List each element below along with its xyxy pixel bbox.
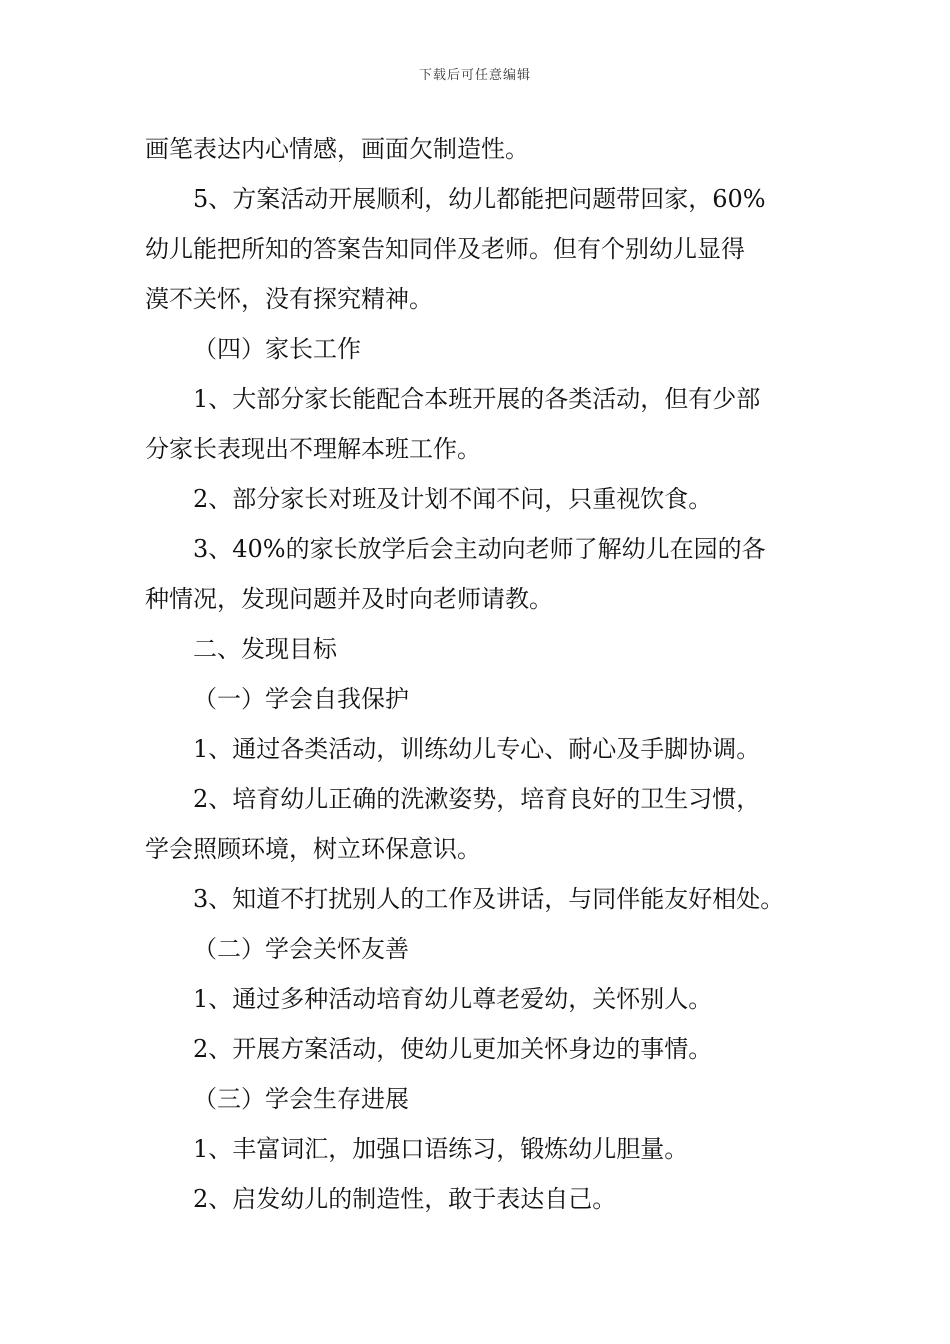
page-header-note: 下载后可任意编辑 — [418, 68, 531, 83]
body-line: 画笔表达内心情感，画面欠制造性。 — [145, 135, 529, 163]
body-line: 1、丰富词汇，加强口语练习，锻炼幼儿胆量。 — [193, 1135, 689, 1163]
body-line: 2、启发幼儿的制造性，敢于表达自己。 — [193, 1185, 617, 1213]
body-line: 2、部分家长对班及计划不闻不问，只重视饮食。 — [193, 485, 713, 513]
body-line: 3、知道不打扰别人的工作及讲话，与同伴能友好相处。 — [193, 885, 785, 913]
body-line: 种情况，发现问题并及时向老师请教。 — [145, 585, 553, 613]
body-line: 幼儿能把所知的答案告知同伴及老师。但有个别幼儿显得 — [145, 235, 745, 263]
body-line: 学会照顾环境，树立环保意识。 — [145, 835, 481, 863]
section-heading: （四）家长工作 — [193, 335, 361, 363]
body-line: 1、大部分家长能配合本班开展的各类活动，但有少部 — [193, 385, 761, 413]
body-line: 5、方案活动开展顺利，幼儿都能把问题带回家，60% — [193, 185, 766, 213]
body-line: 2、培育幼儿正确的洗漱姿势，培育良好的卫生习惯， — [193, 785, 761, 813]
section-heading: （三）学会生存进展 — [193, 1085, 409, 1113]
body-line: 1、通过各类活动，训练幼儿专心、耐心及手脚协调。 — [193, 735, 761, 763]
body-line: 分家长表现出不理解本班工作。 — [145, 435, 481, 463]
body-line: 3、40%的家长放学后会主动向老师了解幼儿在园的各 — [193, 535, 766, 563]
body-line: 1、通过多种活动培育幼儿尊老爱幼，关怀别人。 — [193, 985, 713, 1013]
section-heading: （二）学会关怀友善 — [193, 935, 409, 963]
section-heading: （一）学会自我保护 — [193, 685, 409, 713]
body-line: 2、开展方案活动，使幼儿更加关怀身边的事情。 — [193, 1035, 713, 1063]
body-line: 漠不关怀，没有探究精神。 — [145, 285, 433, 313]
section-heading: 二、发现目标 — [193, 635, 337, 663]
